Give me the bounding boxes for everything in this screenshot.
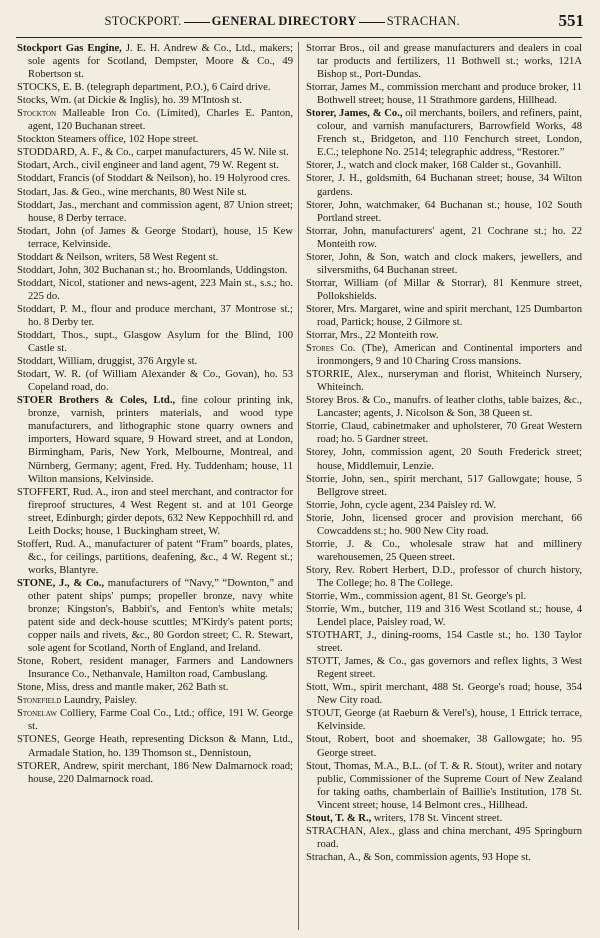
left-column bbox=[17, 42, 293, 932]
entry-text: Malleable Iron Co. (Limited), Charles E. Panton, agent, 120 Buchanan street. bbox=[28, 108, 293, 133]
directory-entry bbox=[17, 159, 293, 172]
directory-entry bbox=[17, 733, 293, 759]
entry-text: Stodart, W. R. (of William Alexander & Co., Govan), ho. 53 Copeland road, do. bbox=[17, 369, 293, 394]
header-dash bbox=[184, 22, 210, 23]
directory-entry bbox=[306, 81, 582, 107]
entry-text: Storer, John, & Son, watch and clock makers, jewellers, and silversmiths, 64 Buchanan street. bbox=[306, 251, 582, 276]
entry-text: Storey Bros. & Co., manufrs. of leather cloths, table baizes, &c., Lancaster; agents, J. Nicolson & Son, 38 Queen st. bbox=[306, 395, 582, 420]
right-column bbox=[306, 42, 582, 932]
entry-text: STOTT, James, & Co., gas governors and reflex lights, 3 West Regent street. bbox=[306, 656, 582, 681]
entry-text: Stodart, Jas. & Geo., wine merchants, 80 West Nile st. bbox=[17, 186, 247, 198]
directory-entry bbox=[306, 760, 582, 812]
header-dash bbox=[359, 22, 385, 23]
header-right: STRACHAN. bbox=[386, 13, 460, 28]
directory-entry bbox=[306, 812, 582, 825]
entry-text: Storer, Mrs. Margaret, wine and spirit merchant, 125 Dumbarton road, Partick; house, 2 Gilmore st. bbox=[306, 303, 582, 328]
entry-text: Colliery, Farme Coal Co., Ltd.; office, 191 W. George st. bbox=[28, 708, 293, 733]
directory-entry bbox=[17, 107, 293, 133]
directory-entry bbox=[17, 264, 293, 277]
directory-entry bbox=[306, 277, 582, 303]
directory-entry bbox=[17, 760, 293, 786]
entry-text: Stodart, John (of James & George Stodart), house, 15 Kew terrace, Kelvinside. bbox=[17, 225, 293, 250]
header-rule bbox=[16, 37, 582, 38]
entry-text: Storrie, Claud, cabinetmaker and upholsterer, 70 Great Western road; ho. 5 Gardner street. bbox=[306, 421, 582, 446]
entry-text: Stout, Robert, boot and shoemaker, 38 Gallowgate; ho. 95 George street. bbox=[306, 734, 582, 759]
entry-text: Stodart, Arch., civil engineer and land agent, 79 W. Regent st. bbox=[17, 160, 279, 172]
entry-text: Stone, Robert, resident manager, Farmers and Landowners Insurance Co., Nethanvale, Hamilton road, Cambuslang. bbox=[17, 656, 293, 681]
directory-entry bbox=[306, 329, 582, 342]
entry-text: Storrie, John, cycle agent, 234 Paisley rd. W. bbox=[306, 499, 497, 511]
header-center: GENERAL DIRECTORY bbox=[211, 13, 357, 28]
entry-heading: STONE, J., & Co., bbox=[17, 577, 105, 589]
directory-entry bbox=[17, 42, 293, 81]
directory-entry bbox=[306, 225, 582, 251]
entry-text: oil merchants, boilers, and refiners, paint, colour, and varnish manufacturers, Barrowfield Works, 48 French st., Bridgeton, and 110 Fenchurch street, London, E.C.; telephone No. 2514; telegraphic address, “Restorer.” bbox=[317, 108, 582, 159]
directory-entry bbox=[17, 368, 293, 394]
directory-entry bbox=[306, 342, 582, 368]
directory-entry bbox=[17, 577, 293, 655]
entry-text: J. E. H. Andrew & Co., Ltd., makers; sole agents for Scotland, Dempster, Moore & Co., 49 Robertson st. bbox=[28, 43, 293, 81]
directory-entry bbox=[17, 486, 293, 538]
entry-text: writers, 178 St. Vincent street. bbox=[371, 812, 503, 824]
directory-entry bbox=[17, 538, 293, 577]
entry-text: Strachan, A., & Son, commission agents, 93 Hope st. bbox=[306, 851, 531, 863]
directory-entry bbox=[17, 707, 293, 733]
entry-text: Storrar, John, manufacturers' agent, 21 Cochrane st.; ho. 22 Monteith row. bbox=[306, 225, 582, 250]
directory-entry bbox=[306, 707, 582, 733]
directory-entry bbox=[17, 172, 293, 185]
directory-entry bbox=[306, 681, 582, 707]
entry-text: STOUT, George (at Raeburn & Verel's), house, 1 Ettrick terrace, Kelvinside. bbox=[306, 708, 582, 733]
directory-entry bbox=[306, 733, 582, 759]
directory-entry bbox=[306, 107, 582, 159]
entry-text: Storrar Bros., oil and grease manufacturers and dealers in coal tar products and fertilizers, 11 Bothwell st.; works, 121A Bishop st., Port-Dundas. bbox=[306, 43, 582, 81]
entry-text: STORRIE, Alex., nurseryman and florist, Whiteinch Nursery, Whiteinch. bbox=[306, 369, 582, 394]
entry-text: STORER, Andrew, spirit merchant, 186 New Dalmarnock road; house, 220 Dalmarnock road. bbox=[17, 760, 293, 785]
directory-entry bbox=[306, 473, 582, 499]
directory-entry bbox=[306, 629, 582, 655]
directory-entry bbox=[17, 355, 293, 368]
directory-entry bbox=[306, 655, 582, 681]
entry-text: Stout, Thomas, M.A., B.L. (of T. & R. Stout), writer and notary public, Commissioner of the Supreme Court of New Zealand for taking oaths, chamberlain of Baillie's Institution, 178 St. Vincent street; house, 14 Belmont cres., Hillhead. bbox=[306, 760, 582, 811]
directory-entry bbox=[17, 81, 293, 94]
page-number: 551 bbox=[558, 11, 584, 30]
entry-text: Stoddart, Thos., supt., Glasgow Asylum for the Blind, 100 Castle st. bbox=[17, 330, 293, 355]
directory-entry bbox=[306, 42, 582, 81]
entry-text: Storrar, William (of Millar & Storrar), 81 Kenmure street, Pollokshields. bbox=[306, 277, 582, 302]
entry-text: Storie, John, licensed grocer and provision merchant, 66 Cowcaddens st.; ho. 900 New City road. bbox=[306, 512, 582, 537]
entry-heading: Stonefield bbox=[17, 695, 62, 707]
entry-text: Stoddart, P. M., flour and produce merchant, 37 Montrose st.; ho. 8 Derby ter. bbox=[17, 303, 293, 328]
entry-text: Stone, Miss, dress and mantle maker, 262 Bath st. bbox=[17, 682, 229, 694]
entry-text: STOFFERT, Rud. A., iron and steel merchant, and contractor for fireproof structures, 4 West Regent st. and at 101 George street, Edinburgh; girder depots, 632 New Keppochhill rd. and Leith Docks; house, 1 Buckingham street, W. bbox=[17, 486, 293, 537]
directory-entry bbox=[17, 329, 293, 355]
entry-text: Storrie, John, sen., spirit merchant, 517 Gallowgate; house, 5 Bellgrove street. bbox=[306, 473, 582, 498]
entry-text: manufacturers of “Navy,” “Downton,” and other patent ships' pumps; propeller bronze, navy white bronze; Kingston's, Babbit's, and Fenton's white metals; patent side and deck-house scuttles; M'Kirdy's patent ports; copper nails and rivets, &c., 80 Gordon street; C. R. Stewart, sole agent for Scotland, North of England, and Ireland. bbox=[28, 577, 293, 655]
directory-entry bbox=[17, 146, 293, 159]
directory-entry bbox=[17, 303, 293, 329]
directory-entry bbox=[306, 851, 582, 864]
header-left: STOCKPORT. bbox=[104, 13, 182, 28]
entry-heading: Stores bbox=[306, 343, 334, 355]
entry-text: Storey, John, commission agent, 20 South Frederick street; house, Middlemuir, Lenzie. bbox=[306, 447, 582, 472]
entry-text: Storer, J. H., goldsmith, 64 Buchanan street; house, 34 Wilton gardens. bbox=[306, 173, 582, 198]
entry-heading: Stout, T. & R., bbox=[306, 812, 372, 824]
directory-entry bbox=[17, 694, 293, 707]
entry-text: Stockton Steamers office, 102 Hope street. bbox=[17, 134, 199, 146]
entry-text: fine colour printing ink, bronze, varnish, printers materials, and wood type manufacturers, and lithographic stone quarry owners and importers, Howard square, 9 Howard street, and at London, Birmingham, Paris, New York, Melbourne, Montreal, and Nürnberg, Germany; agent, Fred. Hy. Tuddenham; house, 11 Wilton mansions, Kelvinside. bbox=[28, 395, 293, 485]
entry-text: Storer, John, watchmaker, 64 Buchanan st.; house, 102 South Portland street. bbox=[306, 199, 582, 224]
directory-entry bbox=[306, 825, 582, 851]
entry-text: Stocks, Wm. (at Dickie & Inglis), ho. 39 M'Intosh st. bbox=[17, 95, 242, 107]
directory-entry bbox=[306, 368, 582, 394]
running-header bbox=[16, 8, 584, 34]
directory-entry bbox=[306, 394, 582, 420]
directory-entry bbox=[306, 159, 582, 172]
entry-text: STOTHART, J., dining-rooms, 154 Castle st.; ho. 130 Taylor street. bbox=[306, 630, 582, 655]
entry-text: Storer, J., watch and clock maker, 168 Calder st., Govanhill. bbox=[306, 160, 562, 172]
entry-text: Stoffert, Rud. A., manufacturer of patent “Fram” boards, plates, &c., for ceilings, partitions, deafening, &c., 4 W. Regent st.; works, Blantyre. bbox=[17, 538, 293, 576]
directory-entry bbox=[17, 394, 293, 485]
directory-entry bbox=[306, 446, 582, 472]
entry-heading: STOER Brothers & Coles, Ltd., bbox=[17, 395, 176, 407]
entry-heading: Stonelaw bbox=[17, 708, 57, 720]
entry-text: Stoddart, Francis (of Stoddart & Neilson), ho. 19 Holyrood cres. bbox=[17, 173, 291, 185]
directory-entry bbox=[306, 251, 582, 277]
directory-entry bbox=[17, 277, 293, 303]
column-divider bbox=[298, 42, 299, 930]
entry-text: Stoddart, John, 302 Buchanan st.; ho. Broomlands, Uddingston. bbox=[17, 264, 288, 276]
entry-text: Stoddart, Nicol, stationer and news-agent, 223 Main st., s.s.; ho. 225 do. bbox=[17, 277, 293, 302]
entry-text: Storrie, Wm., butcher, 119 and 316 West Scotland st.; house, 4 Lendel place, Paisley road, W. bbox=[306, 604, 582, 629]
directory-entry bbox=[306, 564, 582, 590]
directory-entry bbox=[306, 172, 582, 198]
entry-text: STOCKS, E. B. (telegraph department, P.O.), 6 Caird drive. bbox=[17, 82, 271, 94]
entry-text: Storrar, Mrs., 22 Monteith row. bbox=[306, 330, 439, 342]
directory-entry bbox=[306, 303, 582, 329]
entry-text: Co. (The), American and Continental importers and ironmongers, 9 and 10 Charing Cross mansions. bbox=[317, 343, 582, 368]
entry-text: Storrie, Wm., commission agent, 81 St. George's pl. bbox=[306, 590, 527, 602]
entry-text: Storrar, James M., commission merchant and produce broker, 11 Bothwell street; house, 11 Strathmore gardens, Hillhead. bbox=[306, 82, 582, 107]
entry-text: STRACHAN, Alex., glass and china merchant, 495 Springburn road. bbox=[306, 825, 582, 850]
entry-text: STONES, George Heath, representing Dickson & Mann, Ltd., Armadale Station, ho. 139 Thomson st., Dennistoun, bbox=[17, 734, 293, 759]
entry-heading: Storer, James, & Co., bbox=[306, 108, 403, 120]
entry-text: Story, Rev. Robert Herbert, D.D., professor of church history, The College; ho. 8 The College. bbox=[306, 564, 582, 589]
directory-entry bbox=[306, 199, 582, 225]
directory-entry bbox=[306, 499, 582, 512]
directory-entry bbox=[17, 186, 293, 199]
entry-heading: Stockton bbox=[17, 108, 57, 120]
directory-entry bbox=[17, 225, 293, 251]
running-title bbox=[16, 14, 549, 29]
directory-entry bbox=[17, 655, 293, 681]
directory-entry bbox=[17, 199, 293, 225]
directory-entry bbox=[17, 251, 293, 264]
directory-entry bbox=[306, 538, 582, 564]
entry-text: Stoddart, William, druggist, 376 Argyle st. bbox=[17, 356, 198, 368]
entry-text: STODDARD, A. F., & Co., carpet manufacturers, 45 W. Nile st. bbox=[17, 147, 289, 159]
directory-entry bbox=[306, 420, 582, 446]
directory-entry bbox=[17, 94, 293, 107]
directory-entry bbox=[306, 590, 582, 603]
directory-entry bbox=[17, 681, 293, 694]
entry-text: Storrie, J. & Co., wholesale straw hat and millinery warehousemen, 25 Queen street. bbox=[306, 538, 582, 563]
entry-text: Stoddart & Neilson, writers, 58 West Regent st. bbox=[17, 251, 219, 263]
directory-entry bbox=[306, 603, 582, 629]
entry-heading: Stockport Gas Engine, bbox=[17, 43, 122, 54]
directory-entry bbox=[306, 512, 582, 538]
entry-text: Stoddart, Jas., merchant and commission agent, 87 Union street; house, 8 Derby terrace. bbox=[17, 199, 293, 224]
entry-text: Laundry, Paisley. bbox=[61, 695, 137, 707]
directory-entry bbox=[17, 133, 293, 146]
entry-text: Stott, Wm., spirit merchant, 488 St. George's road; house, 354 New City road. bbox=[306, 682, 582, 707]
